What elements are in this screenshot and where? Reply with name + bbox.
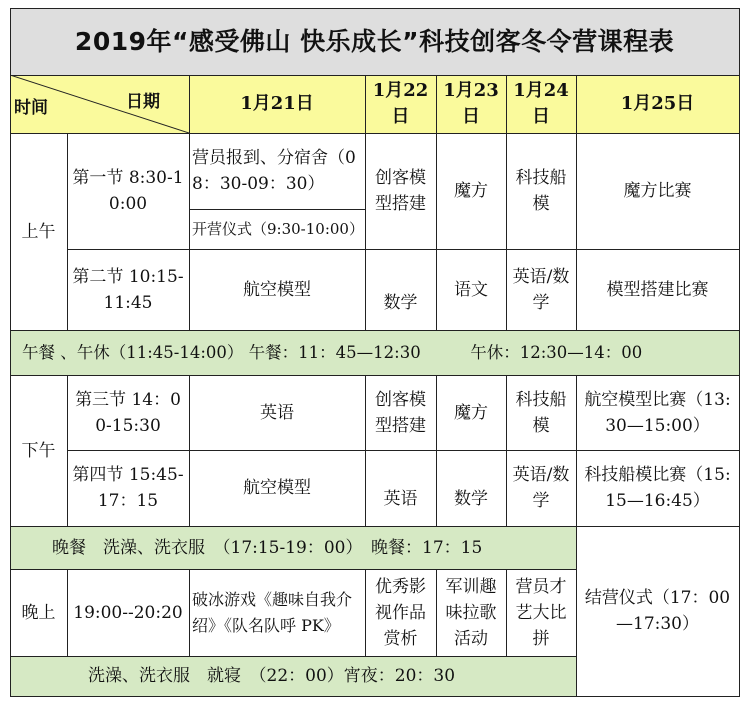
period-afternoon: 下午 xyxy=(21,440,56,461)
band-night: 洗澡、洗衣服 就寝 （22：00）宵夜：20：30 xyxy=(10,656,576,696)
cell-d24-s3: 科技船模 xyxy=(515,389,567,436)
cell-d24-s2: 英语/数学 xyxy=(512,266,570,313)
cell-d21-s1-opening: 开营仪式（9:30-10:00） xyxy=(192,220,364,238)
cell-d23-s5: 军训趣味拉歌活动 xyxy=(445,576,497,649)
cell-d21-s1-checkin: 营员报到、分宿舍（08：30-09：30） xyxy=(192,148,356,194)
cell-d24-s4: 英语/数学 xyxy=(512,465,570,511)
cell-d22-s3: 创客模型搭建 xyxy=(375,389,426,436)
cell-d23-s3: 魔方 xyxy=(454,402,488,423)
cell-d21-s3: 英语 xyxy=(260,402,294,423)
date-label: 日期 xyxy=(126,92,160,112)
header-day-22: 1月22日 xyxy=(365,75,436,133)
cell-d22-s1: 创客模型搭建 xyxy=(375,168,426,214)
cell-d24-s5: 营员才艺大比拼 xyxy=(515,576,567,649)
cell-d22-s4: 英语 xyxy=(383,489,418,509)
session-3: 第三节 14：00-15:30 xyxy=(75,389,181,436)
band-dinner: 晚餐 洗澡、洗衣服 （17:15-19：00） 晚餐：17：15 xyxy=(10,526,576,569)
cell-d21-s5: 破冰游戏《趣味自我介绍》《队名队呼 PK》 xyxy=(192,589,353,635)
cell-d21-s2: 航空模型 xyxy=(243,279,311,300)
cell-d25-s4: 科技船模比赛（15:15—16:45） xyxy=(584,465,731,511)
header-day-24: 1月24日 xyxy=(506,75,576,133)
cell-d23-s4: 数学 xyxy=(454,489,488,509)
header-day-25: 1月25日 xyxy=(576,75,739,133)
time-label: 时间 xyxy=(14,98,48,118)
period-morning: 上午 xyxy=(21,221,56,242)
cell-d23-s2: 语文 xyxy=(454,279,488,300)
session-5: 19:00--20:20 xyxy=(73,602,183,623)
session-2: 第二节 10:15-11:45 xyxy=(72,266,184,313)
cell-d25-s3: 航空模型比赛（13:30—15:00） xyxy=(584,389,731,436)
cell-d24-s1: 科技船模 xyxy=(515,168,567,214)
cell-d25-s1: 魔方比赛 xyxy=(623,181,692,201)
header-day-23: 1月23日 xyxy=(436,75,506,133)
session-1: 第一节 8:30-10:00 xyxy=(72,168,184,214)
cell-d22-s2: 数学 xyxy=(383,293,418,313)
header-corner xyxy=(10,75,189,133)
cell-d23-s1: 魔方 xyxy=(454,181,488,201)
band-lunch: 午餐 、午休（11:45-14:00） 午餐：11：45—12:30 午休：12:30—14：00 xyxy=(10,330,739,375)
period-evening: 晚上 xyxy=(21,602,56,623)
cell-d21-s4: 航空模型 xyxy=(243,478,311,498)
header-day-21: 1月21日 xyxy=(189,75,365,133)
cell-d22-s5: 优秀影视作品赏析 xyxy=(375,576,426,649)
cell-d25-s2: 模型搭建比赛 xyxy=(606,279,709,300)
schedule-title: 2019年“感受佛山 快乐成长”科技创客冬令营课程表 xyxy=(10,8,739,75)
session-4: 第四节 15:45-17：15 xyxy=(72,465,184,511)
cell-d25-closing: 结营仪式（17：00—17:30） xyxy=(584,588,731,634)
